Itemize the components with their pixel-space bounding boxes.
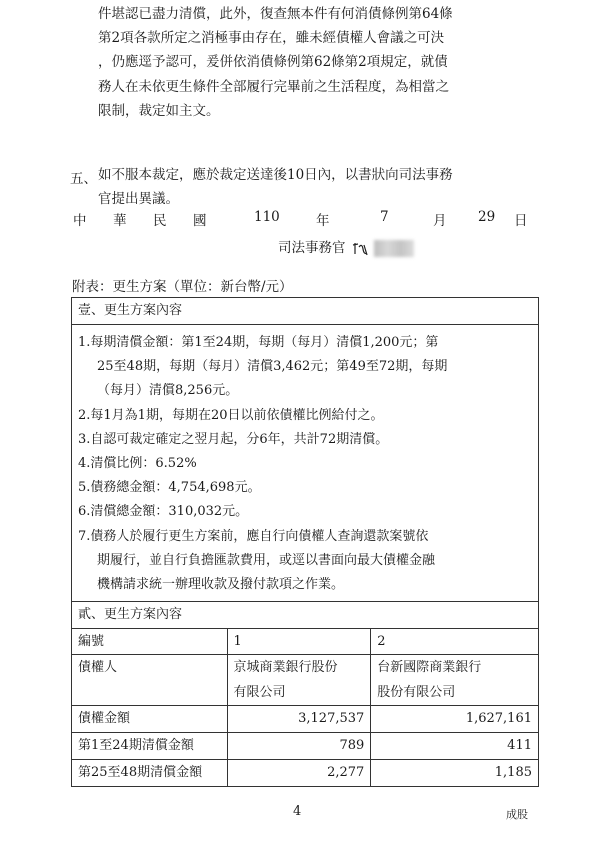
creditor-1-amount: 3,127,537: [227, 706, 371, 733]
creditor-1-name: 京城商業銀行股份 有限公司: [227, 655, 371, 706]
signature-block: [278, 236, 414, 257]
date-char: 月: [433, 213, 447, 229]
plan-item: 2.每1月為1期，每期在20日以前依債權比例給付之。: [78, 407, 384, 423]
table-row: [72, 733, 539, 760]
row-label: 編號: [72, 629, 228, 655]
item-5-line: 官提出異議。: [98, 191, 179, 208]
page-number: 4: [293, 804, 302, 819]
creditor-1-amount: 2,277: [227, 760, 371, 787]
plan-item-cont: （每月）清償8,256元。: [97, 383, 239, 399]
ruling-line: 第2項各款所定之消極事由存在，雖未經債權人會議之可決: [98, 30, 445, 47]
creditor-2-amount: 411: [371, 733, 539, 760]
date-char: 民: [153, 213, 167, 229]
date-char: 華: [113, 213, 127, 229]
ruling-line: 件堪認已盡力清償，此外，復查無本件有何消債條例第64條: [98, 6, 453, 22]
creditor-1-cell: 1: [227, 629, 371, 655]
date-char: 國: [193, 213, 207, 229]
plan-item-cont: 期履行，並自行負擔匯款費用，或逕以書面向最大債權金融: [97, 552, 436, 568]
appendix-caption: 附表：更生方案（單位：新台幣/元）: [72, 279, 293, 295]
row-label: 債權人: [72, 655, 228, 706]
date-char: 年: [316, 213, 330, 229]
creditor-2-amount: 1,185: [371, 760, 539, 787]
table-row: [72, 655, 539, 706]
creditor-2-name: 台新國際商業銀行 股份有限公司: [371, 655, 539, 706]
section-1-items: [72, 325, 539, 602]
plan-table: [71, 297, 539, 787]
section-2-title: 貳、更生方案內容: [72, 602, 539, 629]
plan-item-cont: 機構請求統一辦理收款及撥付款項之作業。: [97, 577, 345, 593]
date-line: [0, 209, 596, 229]
plan-item: 6.清償總金額：310,032元。: [78, 504, 249, 520]
date-year: 110: [254, 209, 280, 225]
row-label: 債權金額: [72, 706, 228, 733]
creditor-2-cell: 2: [371, 629, 539, 655]
table-row: [72, 629, 539, 655]
ruling-line: ，仍應逕予認可，爰併依消債條例第62條第2項規定，就債: [98, 54, 448, 71]
plan-item: 7.債務人於履行更生方案前，應自行向債權人查詢還款案號依: [78, 528, 429, 544]
plan-item: 1.每期清償金額：第1至24期，每期（每月）清償1,200元；第: [78, 335, 439, 350]
ruling-paragraph: [98, 5, 453, 126]
row-label: 第1至24期清償金額: [72, 733, 228, 760]
signature-title: 司法事務官: [278, 240, 346, 256]
footer-mark: 成股: [506, 808, 528, 821]
date-day: 29: [478, 209, 496, 225]
ruling-line: 限制，裁定如主文。: [98, 102, 220, 119]
plan-item: 5.債務總金額：4,754,698元。: [78, 480, 261, 496]
plan-item: 4.清償比例：6.52%: [78, 456, 197, 472]
item-5-paragraph: [98, 166, 453, 214]
item-5-line: 如不服本裁定，應於裁定送達後10日內，以書狀向司法事務: [98, 167, 453, 183]
date-char: 中: [73, 213, 87, 229]
item-5-label: 五、: [70, 171, 97, 187]
date-month: 7: [380, 209, 389, 225]
signature-scribble-icon: [350, 241, 370, 257]
redacted-name: [374, 240, 414, 257]
section-1-title: 壹、更生方案內容: [72, 298, 539, 325]
table-row: [72, 706, 539, 733]
row-label: 第25至48期清償金額: [72, 760, 228, 787]
creditor-1-amount: 789: [227, 733, 371, 760]
plan-item: 3.自認可裁定確定之翌月起，分6年，共計72期清償。: [78, 431, 389, 447]
date-char: 日: [514, 213, 528, 229]
creditor-2-amount: 1,627,161: [371, 706, 539, 733]
plan-item-cont: 25至48期，每期（每月）清償3,462元；第49至72期，每期: [97, 359, 448, 375]
ruling-line: 務人在未依更生條件全部履行完畢前之生活程度，為相當之: [98, 78, 449, 95]
table-row: [72, 760, 539, 787]
